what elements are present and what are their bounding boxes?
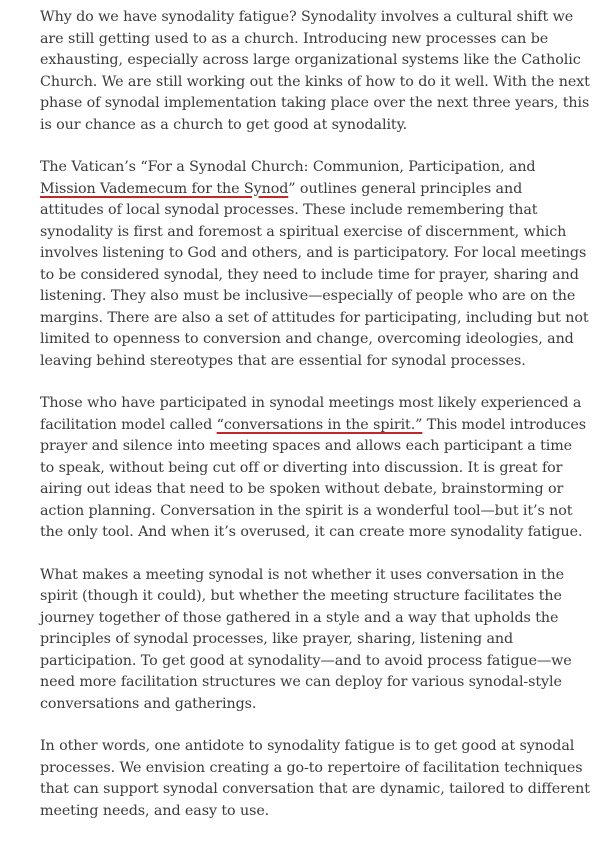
paragraph-text: ” outlines general principles and attitudes of local synodal processes. These include remembering that synodality is first and foremost a spiritual exercise of discernment, which involves listening to God and others, and is participatory. For local meetings to be considered synodal, they need to include time for prayer, sharing and listening. They also must be inclusive—especially of people who are on the margins. There are also a set of attitudes for participating, including but not limited to openness to conversion and change, overcoming ideologies, and leaving behind stereotypes that are essential for synodal processes. [40, 180, 589, 369]
paragraph-text: The Vatican’s “For a Synodal Church: Communion, Participation, and [40, 159, 536, 175]
paragraph-vatican-vademecum [40, 157, 590, 372]
paragraph-text: This model introduces prayer and silence into meeting spaces and allows each participant a time to speak, without being cut off or diverting into discussion. It is great for airing out ideas that need to be spoken without debate, brainstorming or action planning. Conversation in the spirit is a wonderful tool—but it’s not the only tool. And when it’s overused, it can create more synodality fatigue. [40, 416, 586, 540]
paragraph-conversations-in-spirit [40, 393, 590, 544]
paragraph-text: Those who have participated in synodal meetings most likely experienced a facilitation model called [40, 395, 582, 433]
paragraph-antidote: In other words, one antidote to synodality fatigue is to get good at synodal processes. We envision creating a go-to repertoire of facilitation techniques that can support synodal conversation that are dynamic, tailored to different meeting needs, and easy to use. [40, 738, 590, 819]
article-body [40, 7, 590, 843]
vademecum-link[interactable]: Mission Vademecum for the Synod [40, 180, 289, 197]
paragraph-synodality-fatigue: Why do we have synodality fatigue? Synodality involves a cultural shift we are still getting used to as a church. Introducing new processes can be exhausting, especially across large organizational systems like the Catholic Church. We are still working out the kinks of how to do it well. With the next phase of synodal implementation taking place over the next three years, this is our chance as a church to get good at synodality. [40, 9, 590, 133]
paragraph-meeting-synodal: What makes a meeting synodal is not whether it uses conversation in the spirit (though it could), but whether the meeting structure facilitates the journey together of those gathered in a style and a way that upholds the principles of synodal processes, like prayer, sharing, listening and participation. To get good at synodality—and to avoid process fatigue—we need more facilitation structures we can deploy for various synodal-style conversations and gatherings. [40, 566, 572, 712]
conversations-in-the-spirit-link[interactable]: “conversations in the spirit.” [216, 416, 423, 433]
